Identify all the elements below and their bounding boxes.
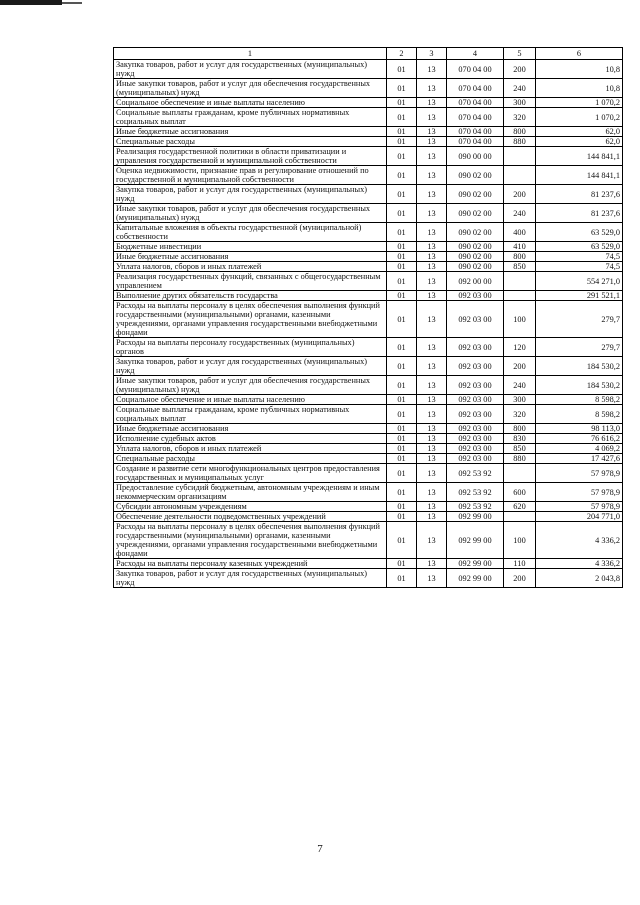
row-expense-type: 240 [504, 204, 536, 223]
row-target-article: 090 02 00 [447, 223, 504, 242]
row-target-article: 070 04 00 [447, 79, 504, 98]
row-description: Оценка недвижимости, признание прав и регулирование отношений по государственной и муниципальной собственности [114, 166, 387, 185]
table-row [114, 357, 623, 376]
row-description: Субсидии автономным учреждениям [114, 502, 387, 512]
row-section: 01 [387, 262, 417, 272]
row-description: Выполнение других обязательств государства [114, 291, 387, 301]
row-section: 01 [387, 147, 417, 166]
row-amount: 1 070,2 [536, 98, 623, 108]
row-section: 01 [387, 291, 417, 301]
table-row [114, 262, 623, 272]
row-description: Уплата налогов, сборов и иных платежей [114, 262, 387, 272]
row-subsection: 13 [417, 483, 447, 502]
row-target-article: 092 99 00 [447, 522, 504, 559]
row-amount: 279,7 [536, 301, 623, 338]
row-target-article: 090 02 00 [447, 166, 504, 185]
row-description: Расходы на выплаты персоналу в целях обеспечения выполнения функций государственными (муниципальными) органами, казенными учреждениями, органами управления государственными внебюджетными фондами [114, 301, 387, 338]
row-description: Иные закупки товаров, работ и услуг для обеспечения государственных (муниципальных) нужд [114, 79, 387, 98]
row-description: Исполнение судебных актов [114, 434, 387, 444]
row-expense-type: 400 [504, 223, 536, 242]
row-description: Специальные расходы [114, 454, 387, 464]
row-amount: 17 427,6 [536, 454, 623, 464]
row-description: Расходы на выплаты персоналу государственных (муниципальных) органов [114, 338, 387, 357]
row-section: 01 [387, 242, 417, 252]
row-amount: 81 237,6 [536, 204, 623, 223]
row-subsection: 13 [417, 166, 447, 185]
table-row [114, 127, 623, 137]
row-expense-type: 830 [504, 434, 536, 444]
row-subsection: 13 [417, 242, 447, 252]
row-amount: 184 530,2 [536, 376, 623, 395]
table-row [114, 405, 623, 424]
row-section: 01 [387, 252, 417, 262]
row-target-article: 092 53 92 [447, 502, 504, 512]
table-row [114, 204, 623, 223]
header-col-3: 3 [417, 48, 447, 60]
row-amount: 4 069,2 [536, 444, 623, 454]
row-expense-type: 880 [504, 137, 536, 147]
row-subsection: 13 [417, 395, 447, 405]
row-target-article: 092 03 00 [447, 454, 504, 464]
row-target-article: 092 03 00 [447, 357, 504, 376]
table-row [114, 108, 623, 127]
table-row [114, 464, 623, 483]
row-description: Расходы на выплаты персоналу в целях обеспечения выполнения функций государственными (муниципальными) органами, казенными учреждениями, органами управления государственными внебюджетными фондами [114, 522, 387, 559]
row-expense-type: 320 [504, 405, 536, 424]
row-description: Капитальные вложения в объекты государственной (муниципальной) собственности [114, 223, 387, 242]
row-subsection: 13 [417, 60, 447, 79]
row-subsection: 13 [417, 405, 447, 424]
row-section: 01 [387, 444, 417, 454]
row-expense-type: 800 [504, 127, 536, 137]
row-description: Социальные выплаты гражданам, кроме публичных нормативных социальных выплат [114, 108, 387, 127]
row-target-article: 092 03 00 [447, 424, 504, 434]
row-target-article: 090 00 00 [447, 147, 504, 166]
table-row [114, 252, 623, 262]
table-row [114, 376, 623, 395]
row-section: 01 [387, 79, 417, 98]
row-subsection: 13 [417, 357, 447, 376]
row-expense-type: 110 [504, 559, 536, 569]
row-section: 01 [387, 512, 417, 522]
row-subsection: 13 [417, 502, 447, 512]
row-section: 01 [387, 338, 417, 357]
table-row [114, 147, 623, 166]
row-description: Реализация государственной политики в области приватизации и управления государственной и муниципальной собственности [114, 147, 387, 166]
row-expense-type: 200 [504, 60, 536, 79]
row-amount: 279,7 [536, 338, 623, 357]
row-subsection: 13 [417, 434, 447, 444]
row-target-article: 070 04 00 [447, 137, 504, 147]
row-expense-type [504, 166, 536, 185]
row-expense-type [504, 512, 536, 522]
row-expense-type: 200 [504, 185, 536, 204]
row-amount: 8 598,2 [536, 405, 623, 424]
row-section: 01 [387, 569, 417, 588]
row-expense-type [504, 272, 536, 291]
table-row [114, 185, 623, 204]
row-expense-type: 880 [504, 454, 536, 464]
row-target-article: 090 02 00 [447, 204, 504, 223]
row-subsection: 13 [417, 301, 447, 338]
row-amount: 63 529,0 [536, 242, 623, 252]
row-subsection: 13 [417, 559, 447, 569]
table-row [114, 569, 623, 588]
row-expense-type: 240 [504, 376, 536, 395]
table-row [114, 434, 623, 444]
row-subsection: 13 [417, 291, 447, 301]
row-target-article: 092 99 00 [447, 569, 504, 588]
row-target-article: 092 03 00 [447, 291, 504, 301]
row-target-article: 092 00 00 [447, 272, 504, 291]
row-target-article: 090 02 00 [447, 252, 504, 262]
row-description: Социальное обеспечение и иные выплаты населению [114, 98, 387, 108]
row-target-article: 070 04 00 [447, 127, 504, 137]
table-row [114, 424, 623, 434]
row-expense-type: 100 [504, 522, 536, 559]
row-section: 01 [387, 137, 417, 147]
row-subsection: 13 [417, 127, 447, 137]
row-description: Иные закупки товаров, работ и услуг для обеспечения государственных (муниципальных) нужд [114, 204, 387, 223]
row-amount: 57 978,9 [536, 464, 623, 483]
row-expense-type: 620 [504, 502, 536, 512]
row-subsection: 13 [417, 262, 447, 272]
table-row [114, 301, 623, 338]
budget-table [113, 47, 623, 588]
row-description: Закупка товаров, работ и услуг для государственных (муниципальных) нужд [114, 569, 387, 588]
row-subsection: 13 [417, 98, 447, 108]
row-expense-type: 850 [504, 262, 536, 272]
row-amount: 81 237,6 [536, 185, 623, 204]
row-amount: 76 616,2 [536, 434, 623, 444]
row-section: 01 [387, 98, 417, 108]
row-description: Обеспечение деятельности подведомственных учреждений [114, 512, 387, 522]
header-col-5: 5 [504, 48, 536, 60]
table-row [114, 395, 623, 405]
row-expense-type [504, 464, 536, 483]
row-description: Бюджетные инвестиции [114, 242, 387, 252]
row-subsection: 13 [417, 252, 447, 262]
table-row [114, 502, 623, 512]
row-section: 01 [387, 502, 417, 512]
row-amount: 144 841,1 [536, 166, 623, 185]
table-row [114, 166, 623, 185]
table-row [114, 559, 623, 569]
row-section: 01 [387, 395, 417, 405]
row-target-article: 092 03 00 [447, 405, 504, 424]
row-section: 01 [387, 301, 417, 338]
row-description: Создание и развитие сети многофункциональных центров предоставления государственных и муниципальных услуг [114, 464, 387, 483]
row-amount: 8 598,2 [536, 395, 623, 405]
row-description: Специальные расходы [114, 137, 387, 147]
row-amount: 57 978,9 [536, 502, 623, 512]
row-target-article: 092 03 00 [447, 376, 504, 395]
row-expense-type: 320 [504, 108, 536, 127]
row-target-article: 092 03 00 [447, 395, 504, 405]
row-description: Социальные выплаты гражданам, кроме публичных нормативных социальных выплат [114, 405, 387, 424]
table-row [114, 79, 623, 98]
row-subsection: 13 [417, 512, 447, 522]
row-description: Предоставление субсидий бюджетным, автономным учреждениям и иным некоммерческим организациям [114, 483, 387, 502]
header-col-6: 6 [536, 48, 623, 60]
row-amount: 74,5 [536, 262, 623, 272]
row-section: 01 [387, 166, 417, 185]
row-subsection: 13 [417, 223, 447, 242]
row-expense-type: 600 [504, 483, 536, 502]
row-target-article: 092 03 00 [447, 444, 504, 454]
row-expense-type: 200 [504, 569, 536, 588]
row-description: Расходы на выплаты персоналу казенных учреждений [114, 559, 387, 569]
table-row [114, 483, 623, 502]
row-expense-type: 100 [504, 301, 536, 338]
row-target-article: 092 03 00 [447, 301, 504, 338]
row-target-article: 092 53 92 [447, 464, 504, 483]
row-section: 01 [387, 522, 417, 559]
table-row [114, 272, 623, 291]
row-amount: 62,0 [536, 137, 623, 147]
row-amount: 63 529,0 [536, 223, 623, 242]
row-expense-type: 800 [504, 424, 536, 434]
row-section: 01 [387, 357, 417, 376]
row-amount: 74,5 [536, 252, 623, 262]
row-target-article: 090 02 00 [447, 242, 504, 252]
row-description: Иные бюджетные ассигнования [114, 252, 387, 262]
row-section: 01 [387, 60, 417, 79]
row-expense-type: 240 [504, 79, 536, 98]
header-col-1: 1 [114, 48, 387, 60]
row-section: 01 [387, 424, 417, 434]
row-section: 01 [387, 405, 417, 424]
table-body [114, 60, 623, 588]
row-subsection: 13 [417, 376, 447, 395]
table-row [114, 444, 623, 454]
row-section: 01 [387, 434, 417, 444]
row-description: Закупка товаров, работ и услуг для государственных (муниципальных) нужд [114, 185, 387, 204]
row-amount: 144 841,1 [536, 147, 623, 166]
row-subsection: 13 [417, 569, 447, 588]
row-subsection: 13 [417, 338, 447, 357]
row-amount: 291 521,1 [536, 291, 623, 301]
row-subsection: 13 [417, 108, 447, 127]
row-target-article: 092 99 00 [447, 559, 504, 569]
row-expense-type: 850 [504, 444, 536, 454]
table-row [114, 454, 623, 464]
table-row [114, 98, 623, 108]
row-amount: 10,8 [536, 60, 623, 79]
row-expense-type: 120 [504, 338, 536, 357]
table-row [114, 291, 623, 301]
header-col-4: 4 [447, 48, 504, 60]
row-amount: 1 070,2 [536, 108, 623, 127]
table-row [114, 338, 623, 357]
row-subsection: 13 [417, 185, 447, 204]
row-amount: 184 530,2 [536, 357, 623, 376]
row-expense-type: 200 [504, 357, 536, 376]
row-amount: 4 336,2 [536, 559, 623, 569]
row-section: 01 [387, 272, 417, 291]
row-expense-type [504, 291, 536, 301]
row-amount: 10,8 [536, 79, 623, 98]
row-description: Закупка товаров, работ и услуг для государственных (муниципальных) нужд [114, 60, 387, 79]
row-subsection: 13 [417, 444, 447, 454]
row-target-article: 092 03 00 [447, 434, 504, 444]
row-amount: 57 978,9 [536, 483, 623, 502]
row-amount: 204 771,0 [536, 512, 623, 522]
row-description: Закупка товаров, работ и услуг для государственных (муниципальных) нужд [114, 357, 387, 376]
row-target-article: 070 04 00 [447, 98, 504, 108]
row-target-article: 070 04 00 [447, 108, 504, 127]
table-row [114, 522, 623, 559]
row-section: 01 [387, 204, 417, 223]
row-target-article: 092 03 00 [447, 338, 504, 357]
row-subsection: 13 [417, 137, 447, 147]
table-header-row [114, 48, 623, 60]
row-amount: 4 336,2 [536, 522, 623, 559]
row-section: 01 [387, 376, 417, 395]
page-number: 7 [317, 843, 323, 855]
row-target-article: 070 04 00 [447, 60, 504, 79]
scan-edge-mark-thin [62, 2, 82, 4]
row-section: 01 [387, 483, 417, 502]
row-target-article: 090 02 00 [447, 262, 504, 272]
table-row [114, 223, 623, 242]
row-section: 01 [387, 454, 417, 464]
row-amount: 62,0 [536, 127, 623, 137]
row-subsection: 13 [417, 424, 447, 434]
row-amount: 2 043,8 [536, 569, 623, 588]
row-section: 01 [387, 127, 417, 137]
row-section: 01 [387, 108, 417, 127]
row-section: 01 [387, 223, 417, 242]
table-row [114, 137, 623, 147]
row-expense-type: 300 [504, 98, 536, 108]
table-row [114, 60, 623, 79]
row-description: Уплата налогов, сборов и иных платежей [114, 444, 387, 454]
row-subsection: 13 [417, 464, 447, 483]
row-target-article: 092 53 92 [447, 483, 504, 502]
row-expense-type: 410 [504, 242, 536, 252]
row-expense-type: 800 [504, 252, 536, 262]
row-description: Социальное обеспечение и иные выплаты населению [114, 395, 387, 405]
row-subsection: 13 [417, 147, 447, 166]
row-subsection: 13 [417, 204, 447, 223]
header-col-2: 2 [387, 48, 417, 60]
row-subsection: 13 [417, 522, 447, 559]
row-target-article: 090 02 00 [447, 185, 504, 204]
row-subsection: 13 [417, 272, 447, 291]
row-expense-type: 300 [504, 395, 536, 405]
row-section: 01 [387, 559, 417, 569]
row-expense-type [504, 147, 536, 166]
table-row [114, 512, 623, 522]
row-amount: 554 271,0 [536, 272, 623, 291]
row-subsection: 13 [417, 79, 447, 98]
row-description: Иные закупки товаров, работ и услуг для обеспечения государственных (муниципальных) нужд [114, 376, 387, 395]
row-description: Иные бюджетные ассигнования [114, 127, 387, 137]
row-amount: 98 113,0 [536, 424, 623, 434]
row-section: 01 [387, 464, 417, 483]
table-row [114, 242, 623, 252]
row-section: 01 [387, 185, 417, 204]
row-description: Реализация государственных функций, связанных с общегосударственным управлением [114, 272, 387, 291]
scan-edge-mark [0, 0, 62, 5]
row-subsection: 13 [417, 454, 447, 464]
row-description: Иные бюджетные ассигнования [114, 424, 387, 434]
row-target-article: 092 99 00 [447, 512, 504, 522]
